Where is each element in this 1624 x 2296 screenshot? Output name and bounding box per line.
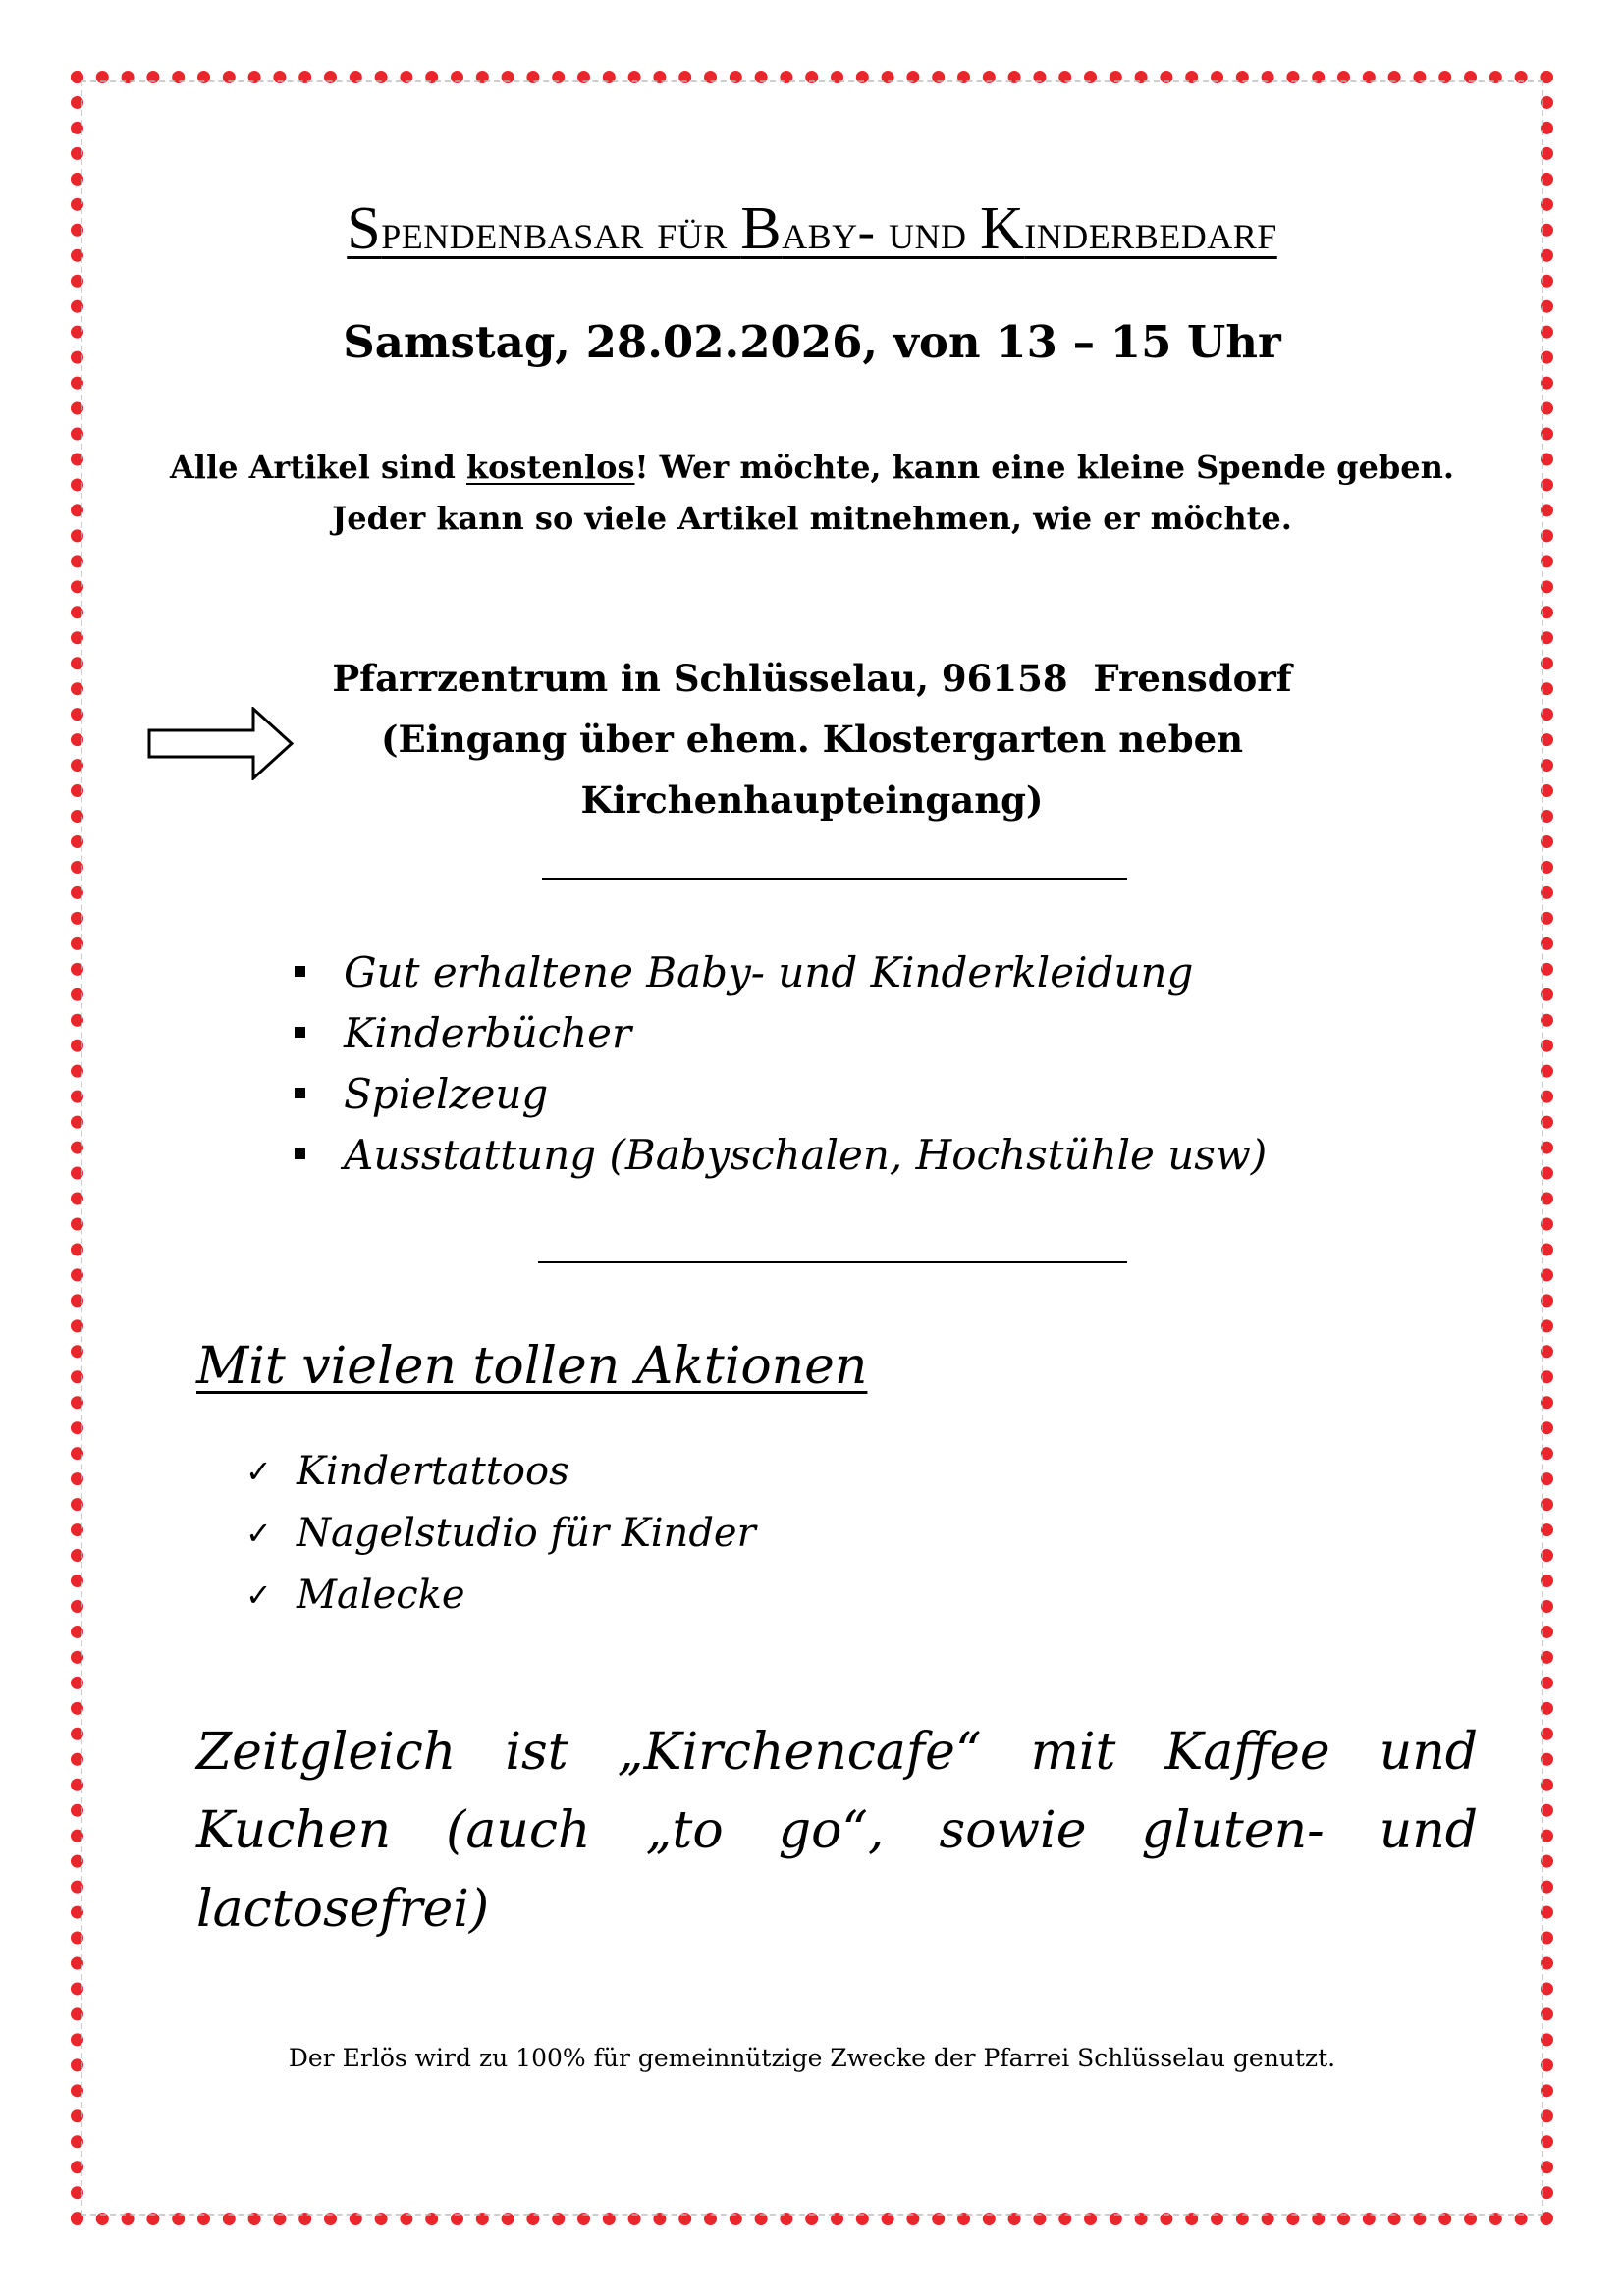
checkmark-icon: ✓ — [245, 1515, 272, 1552]
location-line-2: (Eingang über ehem. Klostergarten neben — [380, 718, 1244, 761]
actions-heading: Mit vielen tollen Aktionen — [196, 1337, 868, 1396]
square-bullet-icon — [295, 966, 305, 977]
intro-line-1: Alle Artikel sind kostenlos! Wer möchte, kann eine kleine Spende geben. — [169, 449, 1455, 486]
title-initial-2: B — [740, 195, 783, 262]
page-title — [0, 194, 1624, 264]
list-item: Kinderbücher — [295, 1003, 1267, 1064]
divider-line — [542, 878, 1127, 880]
list-item: ✓ Kindertattoos — [245, 1441, 756, 1503]
square-bullet-icon — [295, 1148, 305, 1159]
title-initial-3: K — [979, 195, 1025, 262]
title-part-3: inderbedarf — [1024, 204, 1277, 260]
actions-list — [245, 1441, 756, 1627]
square-bullet-icon — [295, 1088, 305, 1098]
free-emphasis: kostenlos — [466, 449, 635, 486]
list-item: ✓ Nagelstudio für Kinder — [245, 1503, 756, 1565]
checkmark-icon: ✓ — [245, 1453, 272, 1490]
checkmark-icon: ✓ — [245, 1576, 272, 1614]
event-location — [0, 648, 1624, 830]
cafe-announcement: Zeitgleich ist „Kirchencafe“ mit Kaffee und Kuchen (auch „to go“, sowie gluten- und lactosefrei) — [196, 1723, 1478, 1939]
title-part-1: pendenbasar für — [381, 204, 741, 260]
list-item: Gut erhaltene Baby- und Kinderkleidung — [295, 942, 1267, 1003]
list-item: ✓ Malecke — [245, 1565, 756, 1627]
footer-note: Der Erlös wird zu 100% für gemeinnützige Zwecke der Pfarrei Schlüsselau genutzt. — [288, 2044, 1336, 2072]
intro-line-2: Jeder kann so viele Artikel mitnehmen, wie er möchte. — [332, 500, 1292, 537]
divider-line — [538, 1261, 1127, 1263]
location-line-1: Pfarrzentrum in Schlüsselau, 96158 Frensdorf — [332, 657, 1292, 700]
item-list — [295, 942, 1267, 1186]
title-initial-1: S — [347, 195, 382, 262]
square-bullet-icon — [295, 1027, 305, 1038]
list-item: Spielzeug — [295, 1064, 1267, 1125]
title-part-2: aby- und — [782, 204, 980, 260]
location-line-3: Kirchenhaupteingang) — [580, 778, 1044, 822]
event-date: Samstag, 28.02.2026, von 13 – 15 Uhr — [343, 316, 1281, 368]
intro-text — [0, 442, 1624, 544]
list-item: Ausstattung (Babyschalen, Hochstühle usw) — [295, 1125, 1267, 1186]
